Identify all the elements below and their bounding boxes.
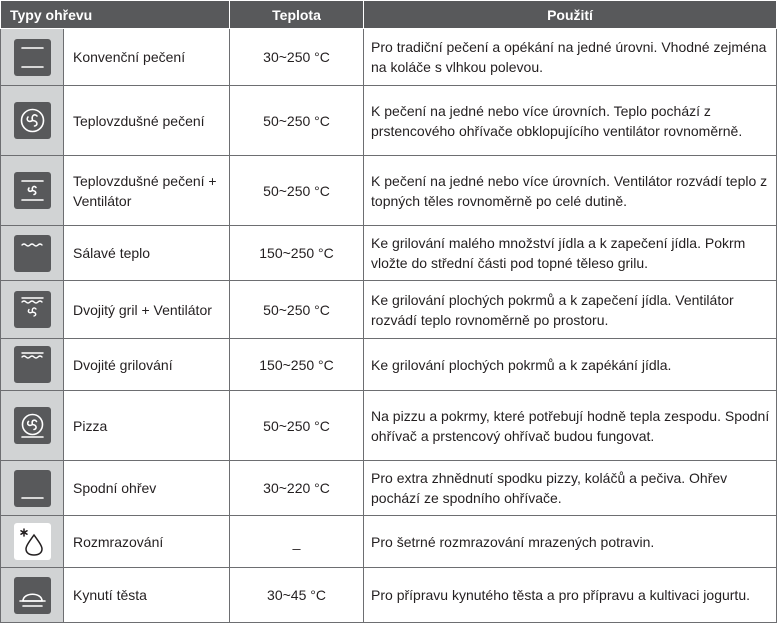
mode-temperature: 30~220 °C <box>230 461 364 516</box>
icon-cell <box>1 29 64 86</box>
conventional-heating-icon <box>14 39 51 76</box>
icon-cell <box>1 86 64 156</box>
icon-cell <box>1 281 64 339</box>
defrost-icon <box>14 523 51 560</box>
icon-cell <box>1 156 64 226</box>
mode-name: Pizza <box>64 391 230 461</box>
mode-temperature: 50~250 °C <box>230 86 364 156</box>
mode-temperature: _ <box>230 516 364 568</box>
table-header-row <box>1 1 777 29</box>
table-row <box>1 391 777 461</box>
mode-name: Dvojitý gril + Ventilátor <box>64 281 230 339</box>
mode-temperature: 30~45 °C <box>230 568 364 623</box>
double-grill-fan-icon <box>14 291 51 328</box>
mode-name: Spodní ohřev <box>64 461 230 516</box>
mode-name: Kynutí těsta <box>64 568 230 623</box>
top-bottom-fan-icon <box>14 172 51 209</box>
fan-ring-heater-icon <box>14 102 51 139</box>
mode-usage: Pro šetrné rozmrazování mrazených potravin. <box>364 516 777 568</box>
icon-cell <box>1 226 64 281</box>
mode-temperature: 30~250 °C <box>230 29 364 86</box>
dough-proving-icon <box>14 577 51 614</box>
mode-usage: Pro extra zhnědnutí spodku pizzy, koláčů a pečiva. Ohřev pochází ze spodního ohřívače. <box>364 461 777 516</box>
mode-usage: K pečení na jedné nebo více úrovních. Teplo pochází z prstencového ohřívače obklopujícího ventilátor rovnoměrně. <box>364 86 777 156</box>
mode-name: Teplovzdušné pečení + Ventilátor <box>64 156 230 226</box>
mode-temperature: 50~250 °C <box>230 281 364 339</box>
mode-temperature: 50~250 °C <box>230 391 364 461</box>
mode-name: Rozmrazování <box>64 516 230 568</box>
double-grill-icon <box>14 346 51 383</box>
table-row <box>1 516 777 568</box>
mode-usage: Ke grilování plochých pokrmů a k zapečení jídla. Ventilátor rozvádí teplo rovnoměrně po prostoru. <box>364 281 777 339</box>
table-row <box>1 568 777 623</box>
table-row <box>1 29 777 86</box>
icon-cell <box>1 461 64 516</box>
bottom-heating-icon <box>14 470 51 507</box>
mode-usage: Ke grilování malého množství jídla a k zapečení jídla. Pokrm vložte do střední části pod topné těleso grilu. <box>364 226 777 281</box>
icon-cell <box>1 516 64 568</box>
table-row <box>1 156 777 226</box>
mode-name: Konvenční pečení <box>64 29 230 86</box>
mode-name: Teplovzdušné pečení <box>64 86 230 156</box>
header-temperature: Teplota <box>230 1 364 29</box>
table-row <box>1 461 777 516</box>
table-row <box>1 86 777 156</box>
mode-name: Sálavé teplo <box>64 226 230 281</box>
grill-icon <box>14 235 51 272</box>
table-row <box>1 226 777 281</box>
mode-usage: Na pizzu a pokrmy, které potřebují hodně tepla zespodu. Spodní ohřívač a prstencový ohřívač budou fungovat. <box>364 391 777 461</box>
mode-usage: Ke grilování plochých pokrmů a k zapékání jídla. <box>364 339 777 391</box>
icon-cell <box>1 391 64 461</box>
mode-temperature: 150~250 °C <box>230 339 364 391</box>
icon-cell <box>1 568 64 623</box>
table-row <box>1 339 777 391</box>
mode-usage: Pro tradiční pečení a opékání na jedné úrovni. Vhodné zejména na koláče s vlhkou polevou. <box>364 29 777 86</box>
mode-usage: Pro přípravu kynutého těsta a pro přípravu a kultivaci jogurtu. <box>364 568 777 623</box>
header-heating-type: Typy ohřevu <box>1 1 230 29</box>
table-row <box>1 281 777 339</box>
header-usage: Použití <box>364 1 777 29</box>
mode-temperature: 50~250 °C <box>230 156 364 226</box>
icon-cell <box>1 339 64 391</box>
mode-name: Dvojité grilování <box>64 339 230 391</box>
mode-usage: K pečení na jedné nebo více úrovních. Ventilátor rozvádí teplo z topných těles rovnoměrně po celé dutině. <box>364 156 777 226</box>
pizza-fan-icon <box>14 407 51 444</box>
mode-temperature: 150~250 °C <box>230 226 364 281</box>
